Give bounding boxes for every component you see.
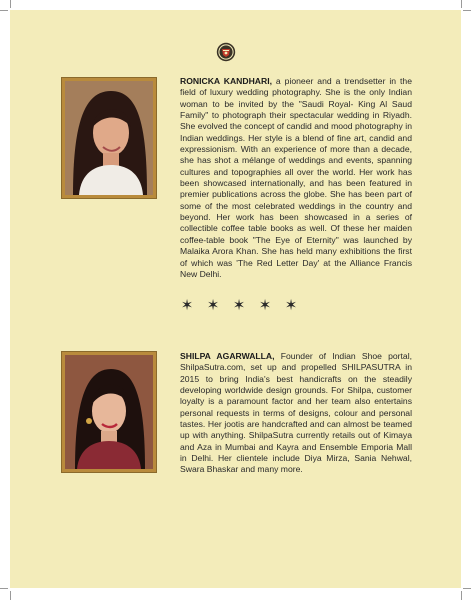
- emblem-seal-icon: [216, 42, 236, 62]
- profile-name: RONICKA KANDHARI,: [180, 76, 272, 86]
- profile-name: SHILPA AGARWALLA,: [180, 351, 275, 361]
- star-icon: ✶: [206, 296, 220, 314]
- portrait-photo: [62, 78, 156, 198]
- crop-mark: [461, 0, 462, 8]
- star-icon: ✶: [284, 296, 298, 314]
- star-icon: ✶: [232, 296, 246, 314]
- star-divider: [180, 296, 298, 314]
- profile-bio-text: a pioneer and a trendsetter in the field of luxury wedding photography. She is the only Indian woman to be invited by the "Saudi Royal- King Al Saud Family" to photograph their spectacular wedding in Riyadh. She evolved the concept of candid and mood photography in Indian weddings. Her style is a blend of fine art, candid and expressionism. With an experience of more than a decade, she has shot a mélange of weddings and events, spanning cultures and topographies all over the world. Her work has been showcased internationally, and has been featured in premier publications across the globe. She has been part of some of the most celebrated weddings in the country and beyond. Her work has been showcased in a series of collectible coffee table books as well. Of these her maiden coffee-table book "The Eye of Eternity" was launched by Malaika Arora Khan. She has held many exhibitions the first of which was 'The Red Letter Day' at the Alliance Francis New Delhi.: [180, 76, 412, 279]
- crop-mark: [463, 588, 471, 589]
- profile-bio-text: Founder of Indian Shoe portal, ShilpaSutra.com, set up and propelled SHILPASUTRA in 2015 to bring India's best handicrafts on the steadily developing worldwide design grounds. For Shilpa, customer loyalty is a paramount factor and her team also entertains personal requests in terms of designs, colour and personal tastes. Her jootis are handcrafted and can almost be teamed up with anything. ShilpaSutra currently retails out of Kimaya and Aza in Mumbai and Kayra and Ensemble Emporia Mall in Delhi. Her clientele include Diya Mirza, Sania Nehwal, Swara Bhaskar and many more.: [180, 351, 412, 475]
- portrait-photo: [62, 352, 156, 472]
- crop-mark: [0, 10, 8, 11]
- profile-bio-shilpa: [180, 351, 412, 476]
- profile-bio-ronicka: [180, 76, 412, 280]
- crop-mark: [10, 0, 11, 8]
- star-icon: ✶: [258, 296, 272, 314]
- crop-mark: [10, 591, 11, 600]
- crop-mark: [461, 591, 462, 600]
- crop-mark: [463, 10, 471, 11]
- crop-mark: [0, 588, 8, 589]
- star-icon: ✶: [180, 296, 194, 314]
